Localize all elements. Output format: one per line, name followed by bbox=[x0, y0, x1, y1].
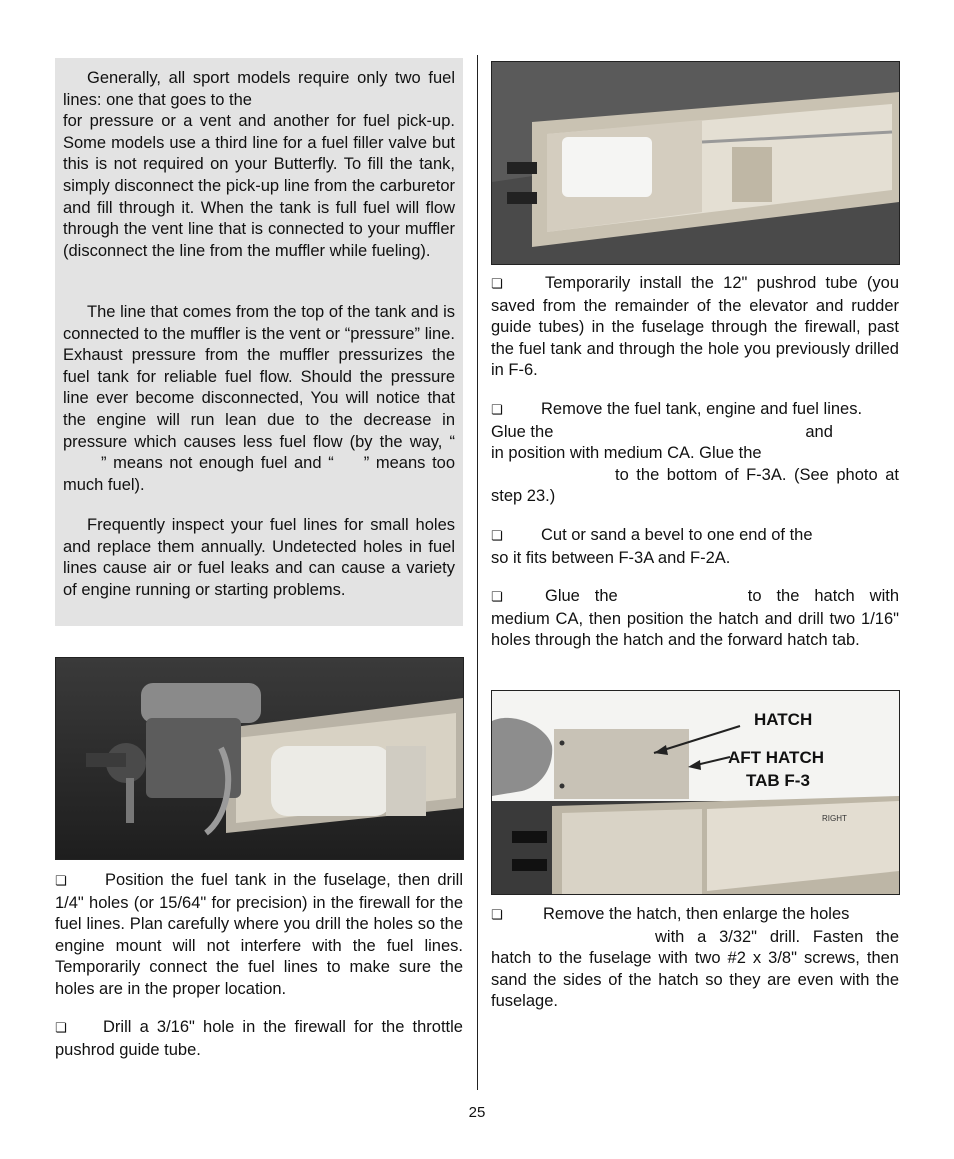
step-checkbox[interactable]: ❏ bbox=[491, 908, 503, 923]
step-checkbox[interactable]: ❏ bbox=[491, 590, 503, 605]
info-paragraph-2: The line that comes from the top of the tank and is connected to the muffler is the vent or “pressure” line. Exhaust pressure from the muffler pressurizes the fuel tank for reliable fuel flow. Should the pressure line ever become disconnected, You will notice that the engine will run lean due to the decrease in pressure which causes less fuel flow (by the way, “” means not enough fuel and “ ” means too much fuel). bbox=[63, 303, 456, 494]
step-checkbox[interactable]: ❏ bbox=[491, 277, 503, 292]
step-position-fuel-tank: ❏ Position the fuel tank in the fuselage, then drill 1/4" holes (or 15/64" for precision) in the firewall for the fuel lines. Plan carefully where you drill the holes so the engine mount will not interfere with the fuel lines. Temporarily connect the fuel lines to make sure the holes are in the proper location. bbox=[55, 871, 463, 998]
step-checkbox[interactable]: ❏ bbox=[55, 874, 67, 889]
step-drill-throttle-hole: ❏ Drill a 3/16" hole in the firewall for the throttle pushrod guide tube. bbox=[55, 1018, 463, 1059]
info-paragraph-3: Frequently inspect your fuel lines for small holes and replace them annually. Undetected holes in fuel lines cause air or fuel leaks and can cause a variety of engine running or starting problems. bbox=[63, 516, 455, 599]
info-paragraph-1: Generally, all sport models require only two fuel lines: one that goes to the for pressure or a vent and another for fuel pick-up. Some models use a third line for a fuel filler valve but this is not required on your Butterfly. To fill the tank, simply disconnect the pick-up line from the carburetor and fill through it. When the tank is full fuel will flow through the vent line that is connected to your muffler (disconnect the line from the muffler while fueling). bbox=[63, 69, 455, 260]
photo-label-right: RIGHT bbox=[822, 814, 847, 823]
step-remove-fuel-tank: ❏ Remove the fuel tank, engine and fuel lines. Glue the and in position with medium CA. Glue the to the bottom of F-3A. (See photo at step 23.) bbox=[491, 400, 899, 506]
hatch-photo bbox=[491, 690, 900, 895]
column-divider bbox=[477, 55, 478, 1090]
step-bevel-end: ❏ Cut or sand a bevel to one end of the so it fits between F-3A and F-2A. bbox=[491, 526, 813, 567]
step-glue-hatch: ❏ Glue the to the hatch with medium CA, then position the hatch and drill two 1/16" holes through the hatch and the forward hatch tab. bbox=[491, 587, 899, 650]
photo-label-aft-hatch: AFT HATCH bbox=[728, 748, 824, 767]
step-checkbox[interactable]: ❏ bbox=[55, 1021, 67, 1036]
page-number: 25 bbox=[468, 1104, 486, 1121]
photo-label-tab: TAB F-3 bbox=[746, 771, 810, 790]
pushrod-tube-photo bbox=[491, 61, 900, 265]
engine-fuel-tank-photo bbox=[55, 657, 464, 860]
photo-label-hatch: HATCH bbox=[754, 710, 813, 729]
step-install-pushrod-tube: ❏ Temporarily install the 12" pushrod tube (you saved from the remainder of the elevator and rudder guide tubes) in the fuselage through the firewall, past the fuel tank and through the hole you previously drilled in F-6. bbox=[491, 274, 899, 380]
step-checkbox[interactable]: ❏ bbox=[491, 529, 503, 544]
step-checkbox[interactable]: ❏ bbox=[491, 403, 503, 418]
step-remove-hatch: ❏ Remove the hatch, then enlarge the holes with a 3/32" drill. Fasten the hatch to the fuselage with two #2 x 3/8" screws, then sand the sides of the hatch so they are even with the fuselage. bbox=[491, 905, 899, 1011]
